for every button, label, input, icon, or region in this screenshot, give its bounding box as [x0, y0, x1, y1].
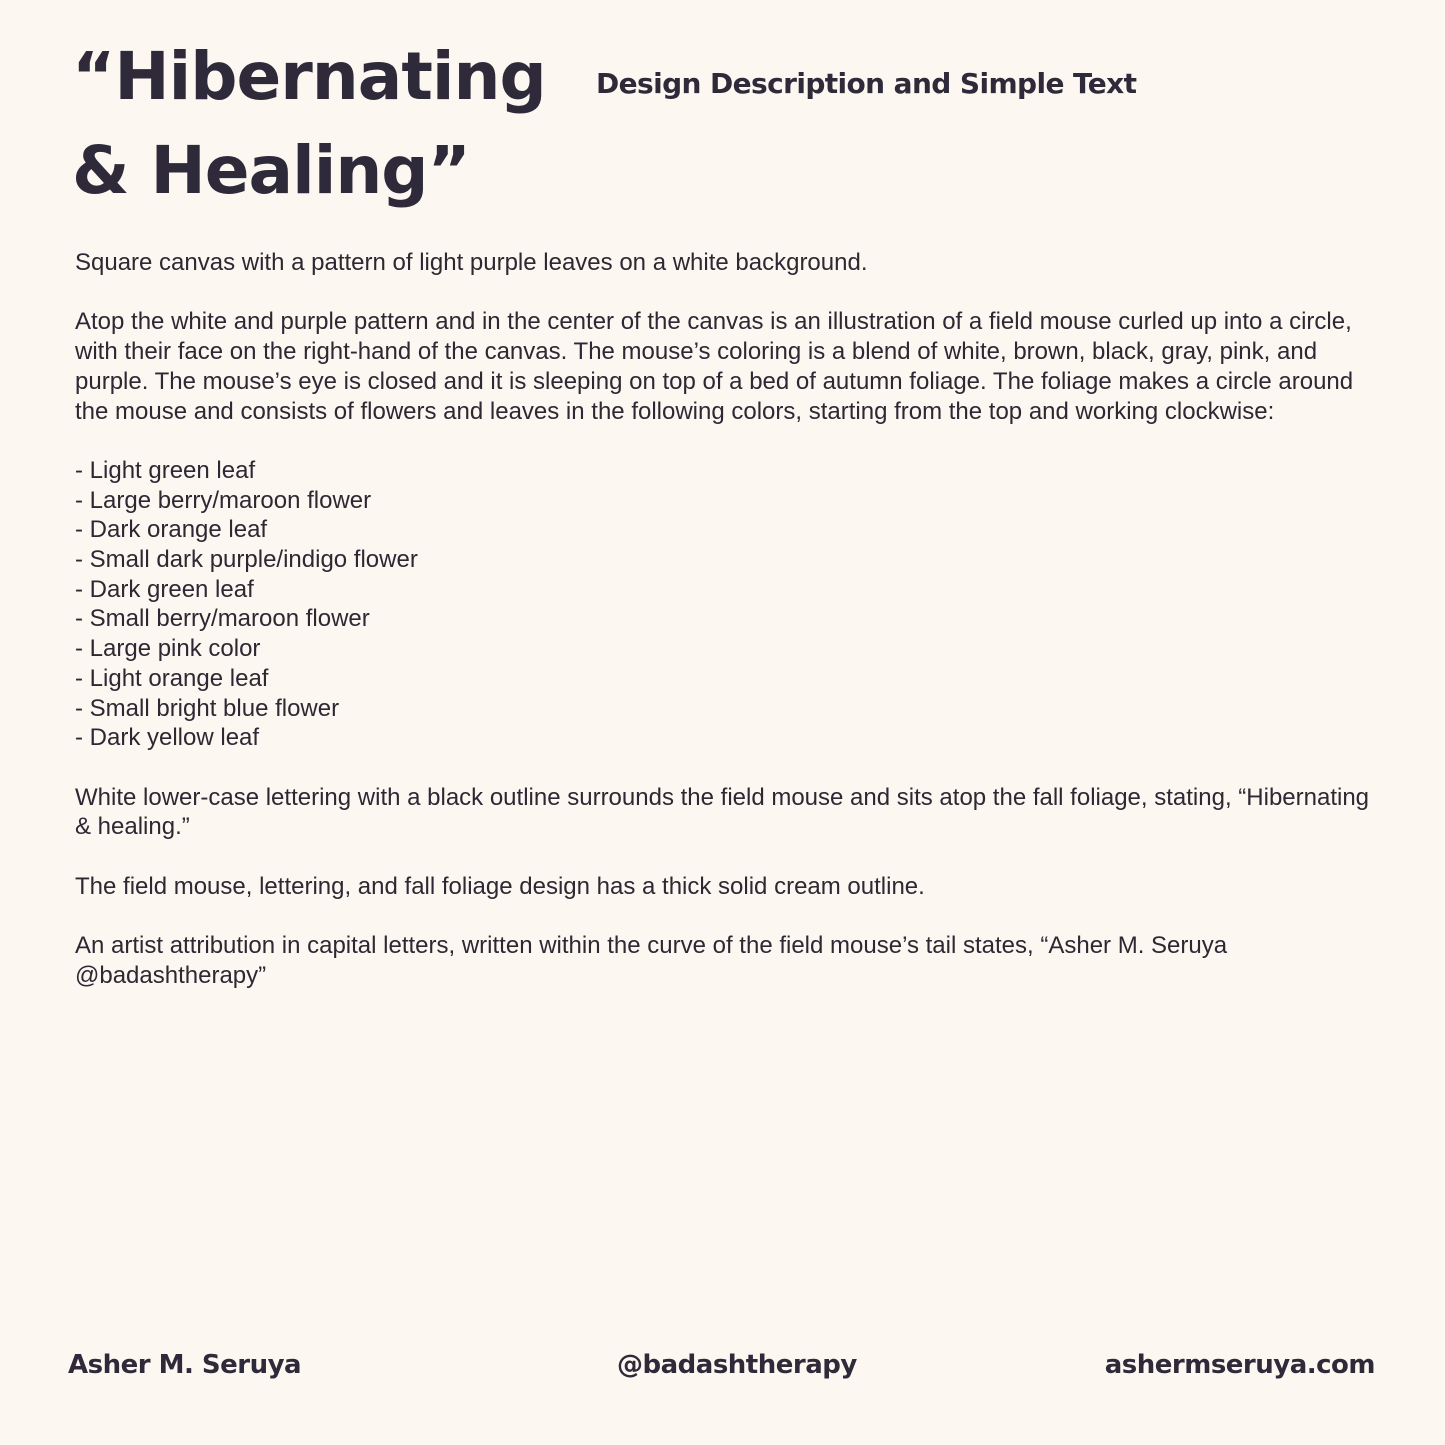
footer-artist-name: Asher M. Seruya — [68, 1350, 302, 1380]
lettering-paragraph: White lower-case lettering with a black outline surrounds the field mouse and sits atop the fall foliage, stating, “Hibernating & healing.” — [75, 783, 1370, 841]
list-item: - Small berry/maroon flower — [75, 605, 370, 633]
page-title: “Hibernating & Healing” — [72, 38, 546, 209]
list-item: - Small dark purple/indigo flower — [75, 546, 418, 573]
list-item: - Light green leaf — [75, 456, 256, 484]
list-item: - Dark yellow leaf — [75, 724, 260, 752]
footer-website: ashermseruya.com — [1104, 1350, 1375, 1380]
footer-social-handle: @badashtherapy — [617, 1350, 857, 1380]
design-description — [75, 248, 1375, 1020]
page-subtitle: Design Description and Simple Text — [596, 67, 1137, 100]
list-item: - Dark orange leaf — [75, 516, 268, 544]
list-item: - Small bright blue flower — [75, 694, 340, 722]
list-item: - Dark green leaf — [75, 575, 254, 603]
attribution-paragraph: An artist attribution in capital letters, written within the curve of the field mouse’s tail states, “Asher M. Seruya @badashtherapy” — [75, 932, 1228, 989]
main-paragraph: Atop the white and purple pattern and in the center of the canvas is an illustration of a field mouse curled up into a circle, with their face on the right-hand of the canvas. The mouse’s coloring is a blend of white, brown, black, gray, pink, and purple. The mouse’s eye is closed and it is sleeping on top of a bed of autumn foliage. The foliage makes a circle around the mouse and consists of flowers and leaves in the following colors, starting from the top and working clockwise: — [75, 308, 1354, 425]
intro-paragraph: Square canvas with a pattern of light purple leaves on a white background. — [75, 249, 868, 276]
list-item: - Light orange leaf — [75, 664, 269, 692]
list-item: - Large berry/maroon flower — [75, 486, 372, 514]
outline-paragraph: The field mouse, lettering, and fall foliage design has a thick solid cream outline. — [75, 872, 925, 900]
foliage-list — [75, 456, 1375, 753]
list-item: - Large pink color — [75, 635, 261, 663]
